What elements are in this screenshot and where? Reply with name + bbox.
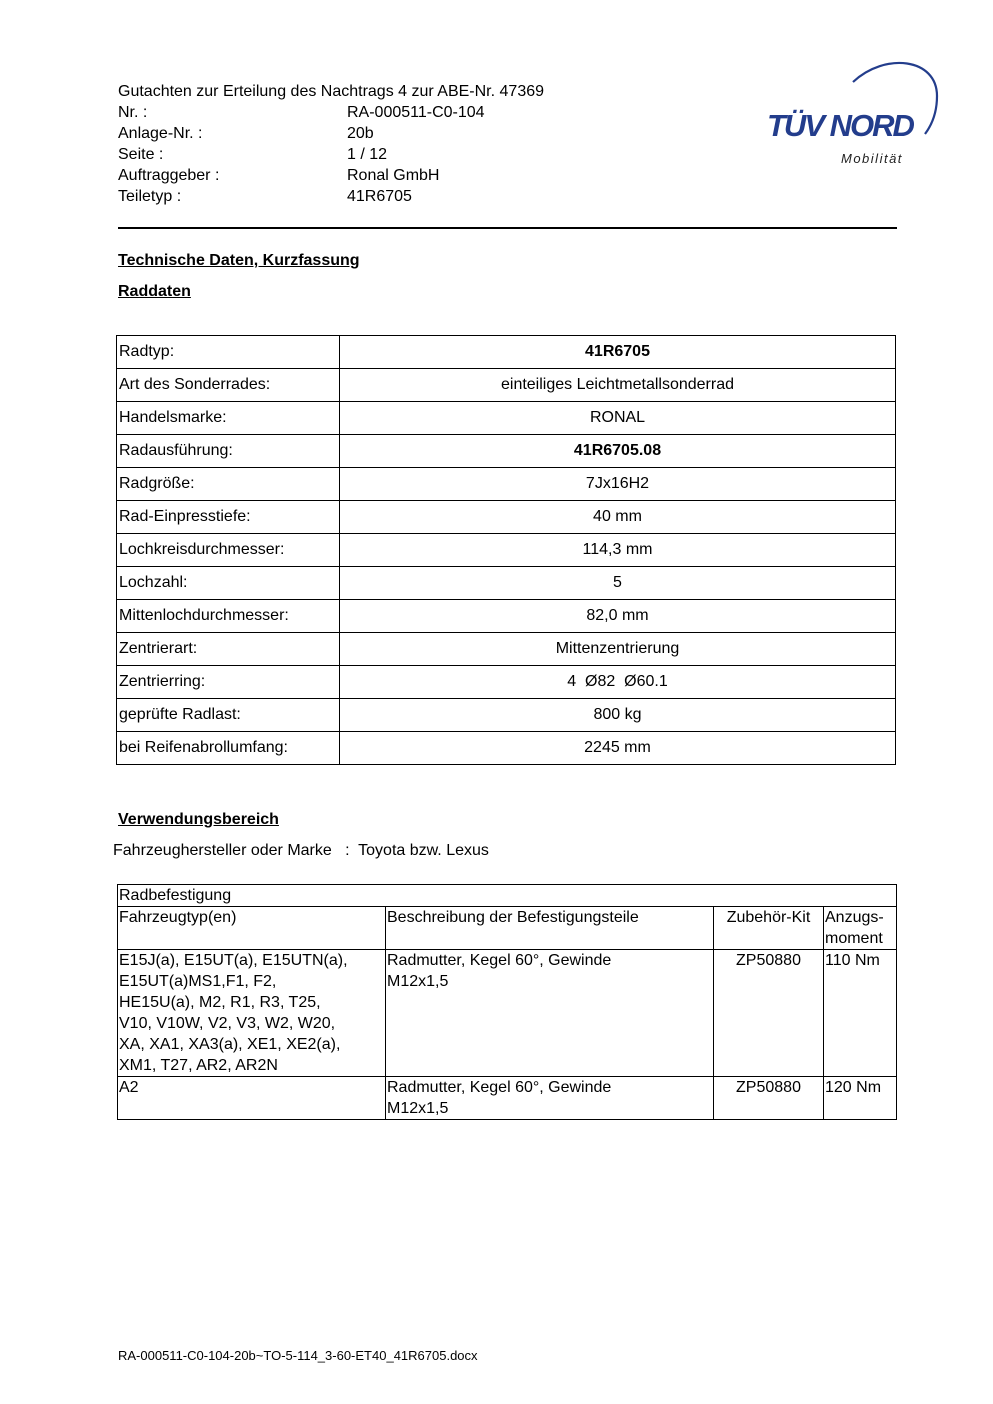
vehicle-types-cell: A2 <box>118 1077 386 1120</box>
table-row <box>117 567 896 600</box>
wheel-value: 114,3 mm <box>340 534 896 567</box>
header-field <box>118 186 544 207</box>
column-header: Anzugs- moment <box>824 907 897 950</box>
table-row <box>118 1077 897 1120</box>
wheel-value: 41R6705 <box>340 336 896 369</box>
wheel-value: Mittenzentrierung <box>340 633 896 666</box>
fastening-title: Radbefestigung <box>118 885 897 907</box>
table-row <box>118 950 897 1077</box>
wheel-label: Zentrierring: <box>117 666 340 699</box>
tuv-nord-logo <box>765 58 945 173</box>
wheel-value: 7Jx16H2 <box>340 468 896 501</box>
wheel-value: 41R6705.08 <box>340 435 896 468</box>
column-header: Beschreibung der Befestigungsteile <box>386 907 714 950</box>
table-row <box>117 435 896 468</box>
torque-cell: 120 Nm <box>824 1077 897 1120</box>
wheel-label: Radgröße: <box>117 468 340 501</box>
wheel-label: Zentrierart: <box>117 633 340 666</box>
table-row <box>117 600 896 633</box>
fastening-table <box>117 884 897 1120</box>
header-field <box>118 144 544 165</box>
table-row <box>117 336 896 369</box>
wheel-data-table <box>116 335 896 765</box>
wheel-label: Mittenlochdurchmesser: <box>117 600 340 633</box>
header-field-label: Anlage-Nr. : <box>118 125 203 142</box>
column-header: Zubehör-Kit <box>714 907 824 950</box>
table-row <box>117 369 896 402</box>
kit-cell: ZP50880 <box>714 1077 824 1120</box>
column-header: Fahrzeugtyp(en) <box>118 907 386 950</box>
header-field-value: 1 / 12 <box>347 146 388 163</box>
header-field-label: Seite : <box>118 146 164 163</box>
header-field-label: Auftraggeber : <box>118 167 220 184</box>
header-field-value: 20b <box>347 125 374 142</box>
table-header-row <box>118 907 897 950</box>
header-divider <box>118 227 897 229</box>
table-row <box>117 732 896 765</box>
table-row <box>117 534 896 567</box>
table-row <box>117 468 896 501</box>
wheel-value: 82,0 mm <box>340 600 896 633</box>
section-heading-technical: Technische Daten, Kurzfassung <box>118 252 360 269</box>
wheel-value: 2245 mm <box>340 732 896 765</box>
wheel-label: Radausführung: <box>117 435 340 468</box>
section-heading-usage: Verwendungsbereich <box>118 811 279 828</box>
description-cell: Radmutter, Kegel 60°, Gewinde M12x1,5 <box>386 1077 714 1120</box>
wheel-label: Lochkreisdurchmesser: <box>117 534 340 567</box>
header-field-value: Ronal GmbH <box>347 167 440 184</box>
wheel-value: 5 <box>340 567 896 600</box>
header-field-label: Nr. : <box>118 104 148 121</box>
wheel-label: Lochzahl: <box>117 567 340 600</box>
wheel-label: geprüfte Radlast: <box>117 699 340 732</box>
document-title: Gutachten zur Erteilung des Nachtrags 4 zur ABE-Nr. 47369 <box>118 83 545 100</box>
header-field <box>118 123 544 144</box>
file-name-footer: RA-000511-C0-104-20b~TO-5-114_3-60-ET40_41R6705.docx <box>118 1348 478 1363</box>
wheel-label: Handelsmarke: <box>117 402 340 435</box>
kit-cell: ZP50880 <box>714 950 824 1077</box>
document-header <box>118 81 544 207</box>
header-field-value: 41R6705 <box>347 188 412 205</box>
wheel-value: einteiliges Leichtmetallsonderrad <box>340 369 896 402</box>
table-row <box>117 402 896 435</box>
header-field-value: RA-000511-C0-104 <box>347 104 485 121</box>
header-field-label: Teiletyp : <box>118 188 182 205</box>
wheel-label: Rad-Einpresstiefe: <box>117 501 340 534</box>
vehicle-types-cell: E15J(a), E15UT(a), E15UTN(a), E15UT(a)MS1,F1, F2, HE15U(a), M2, R1, R3, T25, V10, V10W, V2, V3, W2, W20, XA, XA1, XA3(a), XE1, XE2(a), XM1, T27, AR2, AR2N <box>118 950 386 1077</box>
logo-brand: TÜV NORD <box>767 108 913 143</box>
logo-subtitle: Mobilität <box>841 151 903 166</box>
section-heading-wheel: Raddaten <box>118 283 191 300</box>
description-cell: Radmutter, Kegel 60°, Gewinde M12x1,5 <box>386 950 714 1077</box>
header-field <box>118 165 544 186</box>
vehicle-make-line: Fahrzeughersteller oder Marke : Toyota bzw. Lexus <box>113 842 489 859</box>
table-row <box>117 501 896 534</box>
wheel-value: RONAL <box>340 402 896 435</box>
wheel-value: 4 Ø82 Ø60.1 <box>340 666 896 699</box>
wheel-value: 40 mm <box>340 501 896 534</box>
wheel-label: Art des Sonderrades: <box>117 369 340 402</box>
table-row <box>117 699 896 732</box>
wheel-label: bei Reifenabrollumfang: <box>117 732 340 765</box>
wheel-label: Radtyp: <box>117 336 340 369</box>
table-row <box>117 633 896 666</box>
wheel-value: 800 kg <box>340 699 896 732</box>
header-field <box>118 102 544 123</box>
table-title-row <box>118 885 897 907</box>
torque-cell: 110 Nm <box>824 950 897 1077</box>
table-row <box>117 666 896 699</box>
